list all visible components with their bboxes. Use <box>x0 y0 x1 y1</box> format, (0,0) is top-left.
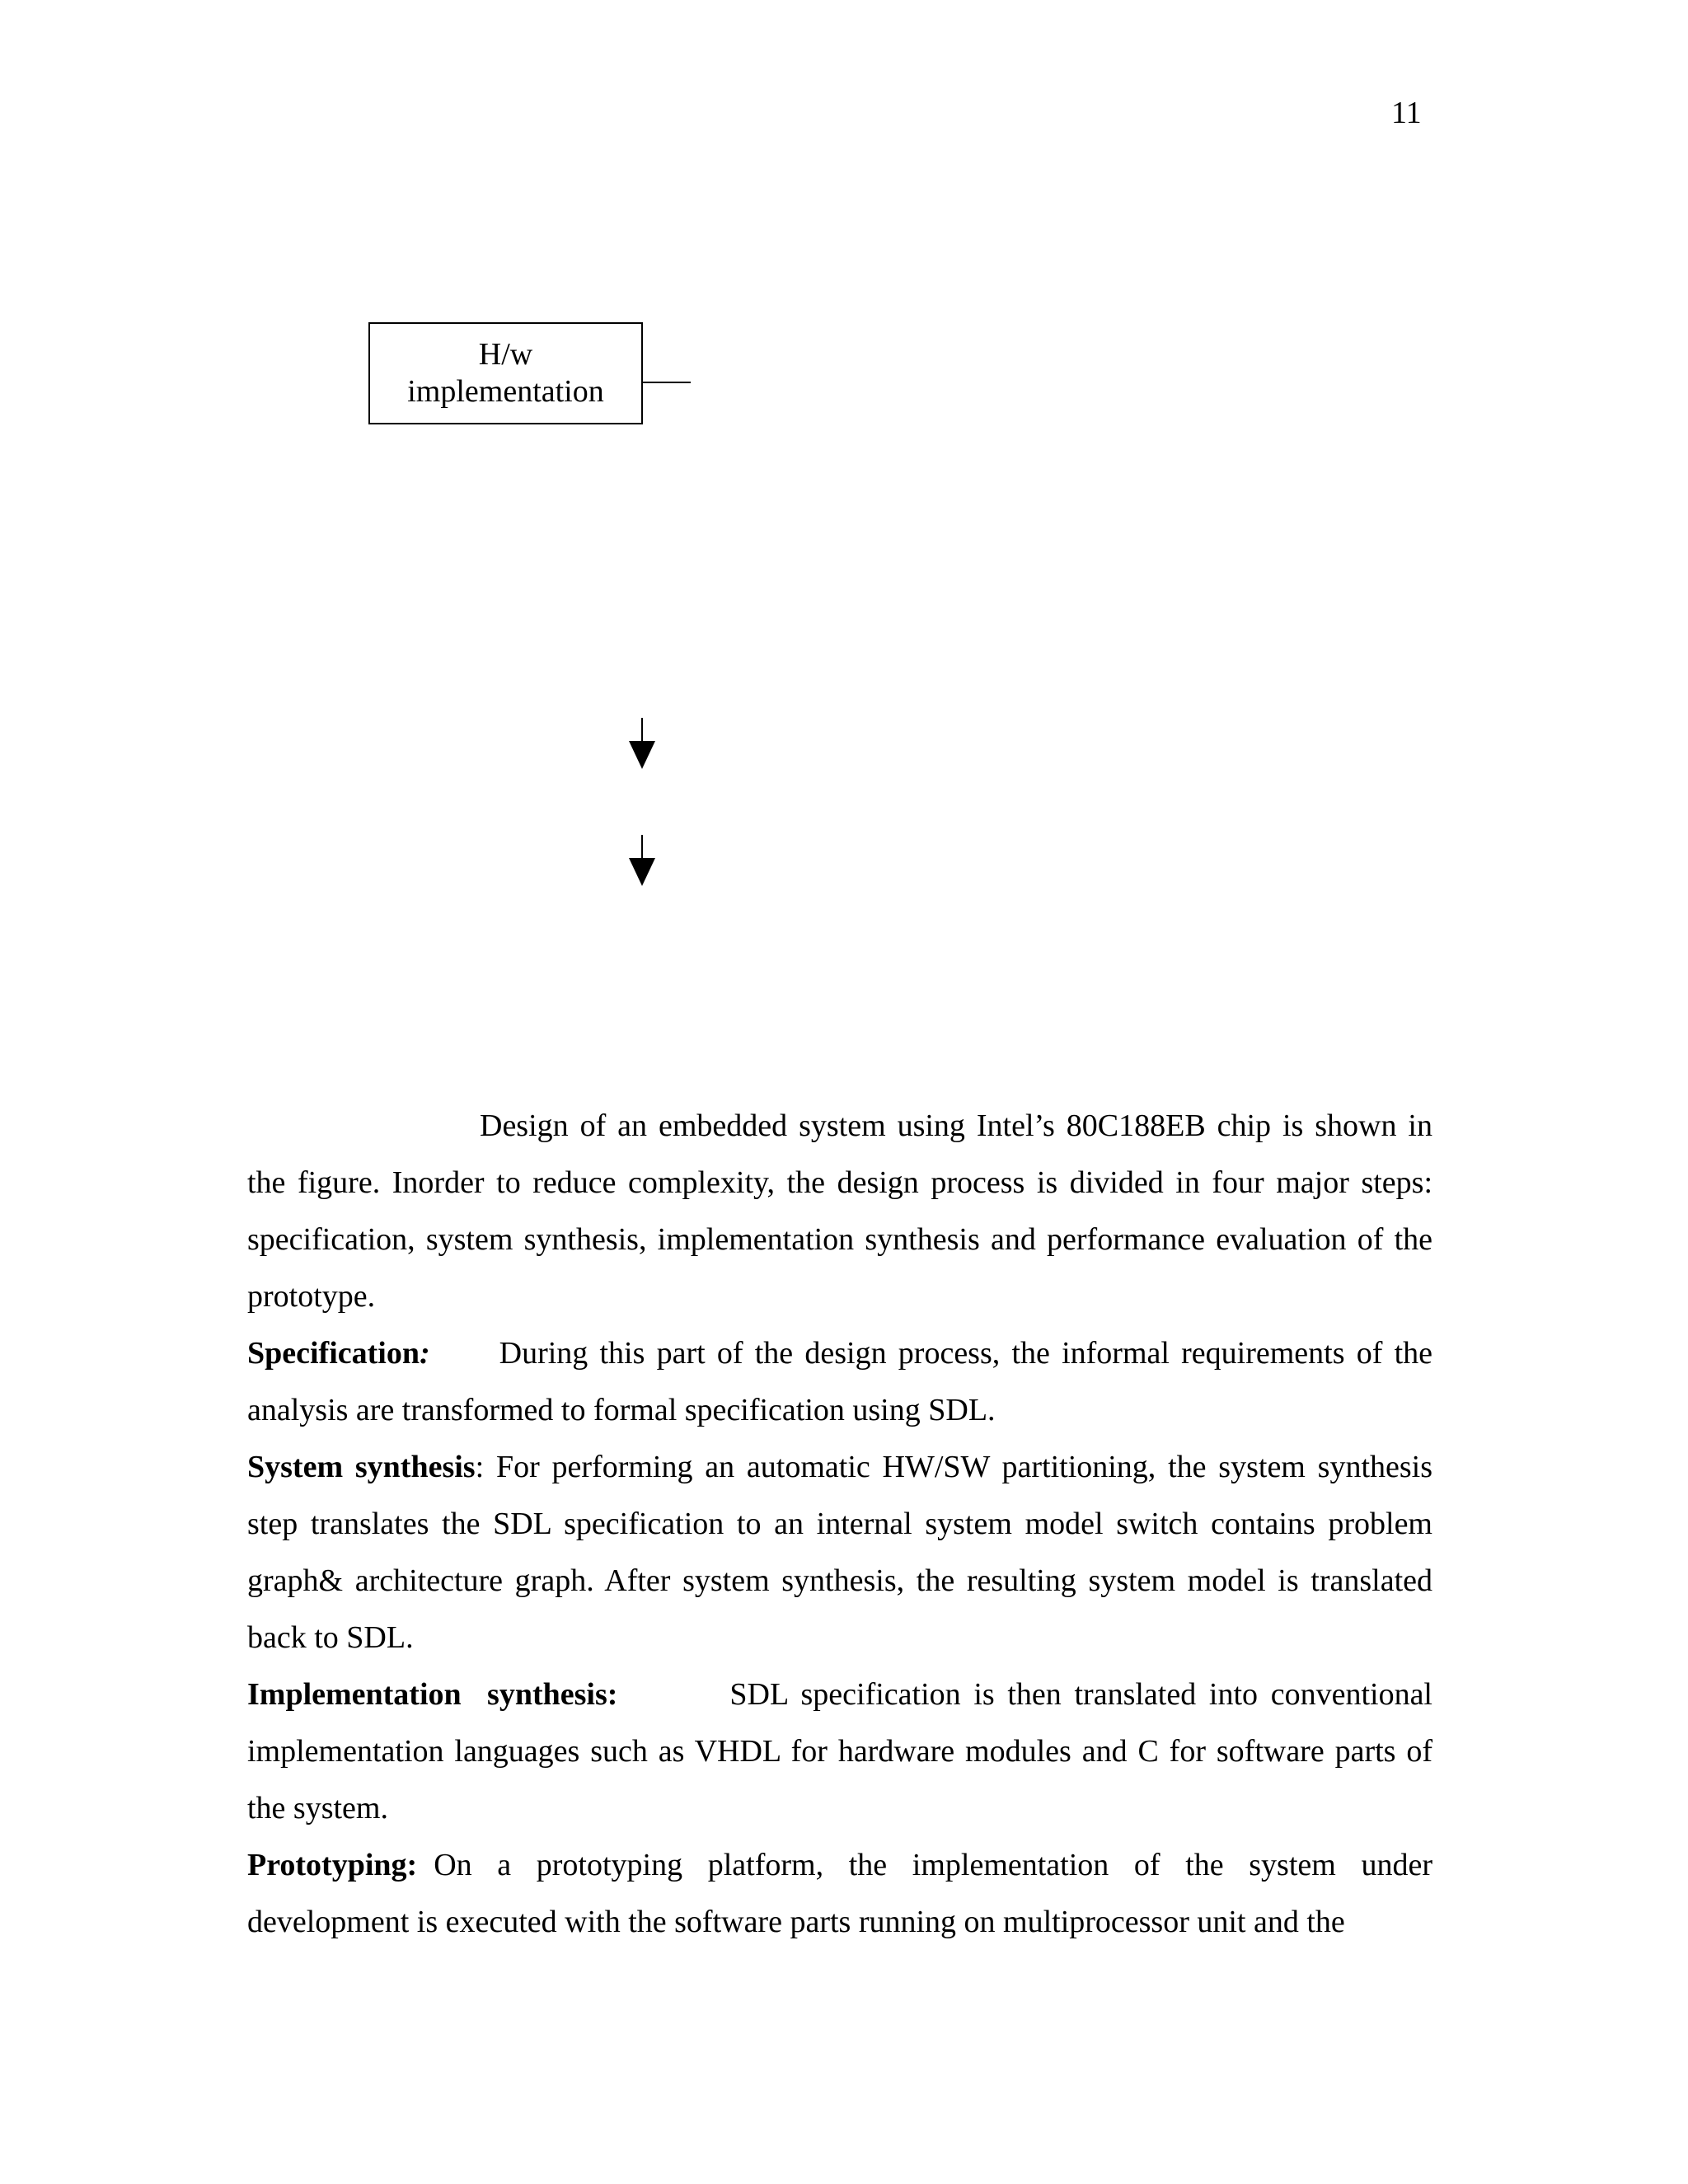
prototyping-heading: Prototyping: <box>247 1848 418 1882</box>
system-synthesis-paragraph <box>247 1439 1432 1666</box>
specification-heading: Specification: <box>247 1336 430 1371</box>
intro-paragraph: Design of an embedded system using Intel’s 80C188EB chip is shown in the figure. Inorder to reduce complexity, the design process is divided in four major steps: specification, system synthesis, implementation synthesis and performance evaluation of the prototype. <box>247 1108 1432 1314</box>
implementation-synthesis-text: SDL specification is then translated into conventional implementation languages such as VHDL for hardware modules and C for software parts of the system. <box>247 1677 1432 1825</box>
implementation-synthesis-heading: Implementation synthesis: <box>247 1677 618 1712</box>
specification-text: During this part of the design process, the informal requirements of the analysis are transformed to formal specification using SDL. <box>247 1336 1432 1427</box>
body-text <box>247 1098 1432 1951</box>
specification-paragraph <box>247 1325 1432 1439</box>
hw-box-label-line2: implementation <box>407 374 604 409</box>
implementation-synthesis-paragraph <box>247 1666 1432 1837</box>
system-synthesis-text: : For performing an automatic HW/SW partitioning, the system synthesis step translates the SDL specification to an internal system model switch contains problem graph& architecture graph. After system synthesis, the resulting system model is translated back to SDL. <box>247 1450 1432 1655</box>
down-arrow-icon <box>626 718 659 771</box>
system-synthesis-heading: System synthesis <box>247 1450 476 1484</box>
hw-implementation-box <box>368 322 643 424</box>
page-number: 11 <box>1391 96 1422 130</box>
prototyping-paragraph <box>247 1837 1432 1951</box>
down-arrow-icon <box>626 835 659 888</box>
prototyping-text: On a prototyping platform, the implementation of the system under development is executed with the software parts running on multiprocessor unit and the <box>247 1848 1432 1939</box>
connector-line <box>643 382 691 383</box>
hw-box-label-line1: H/w <box>478 337 533 372</box>
